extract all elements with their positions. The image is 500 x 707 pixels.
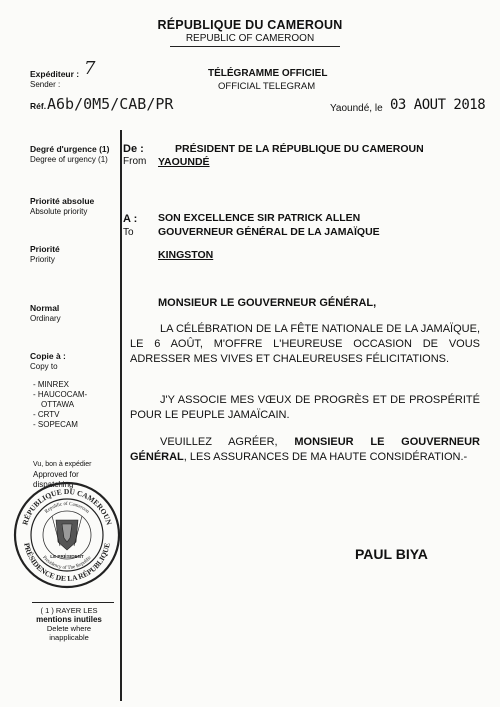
from-city: YAOUNDÉ — [158, 156, 210, 168]
priority-en: Priority — [30, 255, 55, 264]
republic-title-en: REPUBLIC OF CAMEROON — [185, 33, 315, 44]
from-label-en: From — [123, 156, 147, 167]
to-label-en: To — [123, 227, 134, 238]
copy-item: - HAUCOCAM- — [33, 390, 88, 399]
copy-item: - CRTV — [33, 410, 60, 419]
footnote-line: mentions inutiles — [36, 615, 102, 624]
seal-inner-top-text: Republic of Cameroon — [44, 501, 90, 515]
footnote-line: ( 1 ) RAYER LES — [40, 606, 98, 615]
to-label-fr: A : — [123, 213, 138, 225]
ref-label: Réf. — [30, 101, 47, 111]
seal-inner-bottom-text: Presidency of The Republic — [41, 555, 93, 572]
priority-absolute-en: Absolute priority — [30, 207, 88, 216]
ref-value: A6b/0M5/CAB/PR — [47, 95, 174, 113]
urgency-label-en: Degree of urgency (1) — [30, 155, 108, 164]
copy-to-en: Copy to — [30, 362, 58, 371]
urgency-label-fr: Degré d'urgence (1) — [30, 144, 110, 154]
to-title: GOUVERNEUR GÉNÉRAL DE LA JAMAÏQUE — [158, 226, 380, 238]
copy-to-fr: Copie à : — [30, 351, 66, 361]
margin-divider — [120, 130, 122, 701]
signature: PAUL BIYA — [355, 546, 428, 562]
sender-label-en: Sender : — [30, 80, 61, 89]
footnote — [24, 606, 114, 642]
header-divider — [170, 46, 340, 47]
svg-text:Republic of Cameroon — [44, 502, 90, 515]
sender-value: 7 — [84, 58, 96, 79]
priority-absolute-fr: Priorité absolue — [30, 196, 95, 206]
republic-title-fr: RÉPUBLIQUE DU CAMEROUN — [157, 18, 343, 32]
closing-bold: MONSIEUR LE GOUVERNEUR GÉNÉRAL — [130, 436, 480, 463]
seen-label-en-1: Approved for — [33, 470, 79, 479]
normal-fr: Normal — [30, 303, 60, 313]
from-sender: PRÉSIDENT DE LA RÉPUBLIQUE DU CAMEROUN — [175, 143, 424, 155]
normal-en: Ordinary — [30, 314, 61, 323]
seal-outer-bottom-text: PRÉSIDENCE DE LA RÉPUBLIQUE — [22, 542, 112, 584]
telegram-title-fr: TÉLÉGRAMME OFFICIEL — [208, 68, 328, 79]
footnote-line: inapplicable — [49, 633, 89, 642]
priority-fr: Priorité — [30, 244, 60, 254]
to-recipient: SON EXCELLENCE SIR PATRICK ALLEN — [158, 212, 361, 224]
seen-label-fr: Vu, bon à expédier — [33, 461, 92, 468]
seal-center-text: LE PRÉSIDENT — [50, 554, 84, 559]
telegram-title-en: OFFICIAL TELEGRAM — [218, 81, 316, 92]
seen-label-en-2: dispatching — [33, 480, 74, 489]
date-stamp: 03 AOUT 2018 — [390, 97, 486, 113]
from-label-fr: De : — [123, 143, 144, 155]
copy-item: OTTAWA — [41, 400, 75, 409]
body-paragraph-2: J'Y ASSOCIE MES VŒUX DE PROGRÈS ET DE PROSPÉRITÉ POUR LE PEUPLE JAMAÏCAIN. — [130, 394, 480, 421]
copy-item: - SOPECAM — [33, 420, 78, 429]
copy-list — [33, 380, 87, 430]
footnote-divider — [32, 602, 114, 603]
to-city: KINGSTON — [158, 249, 214, 261]
sender-label-fr: Expéditeur : — [30, 69, 80, 79]
closing-text-a: VEUILLEZ AGRÉER, — [160, 436, 295, 448]
salutation: MONSIEUR LE GOUVERNEUR GÉNÉRAL, — [158, 297, 377, 309]
body-paragraph-1: LA CÉLÉBRATION DE LA FÊTE NATIONALE DE LA JAMAÏQUE, LE 6 AOÛT, M'OFFRE L'HEUREUSE OCCASION DE VOUS ADRESSER MES VIVES ET CHALEUREUSES FÉLICITATIONS. — [130, 323, 480, 365]
copy-item: - MINREX — [33, 380, 69, 389]
seal-outer-top-text: RÉPUBLIQUE DU CAMEROUN — [20, 486, 114, 527]
date-label: Yaoundé, le — [330, 103, 383, 114]
body-paragraph-3 — [130, 435, 480, 465]
footnote-line: Delete where — [46, 624, 92, 633]
coat-of-arms-icon — [52, 516, 82, 550]
presidential-seal — [12, 480, 122, 590]
closing-text-b: , LES ASSURANCES DE MA HAUTE CONSIDÉRATION.- — [183, 451, 468, 463]
